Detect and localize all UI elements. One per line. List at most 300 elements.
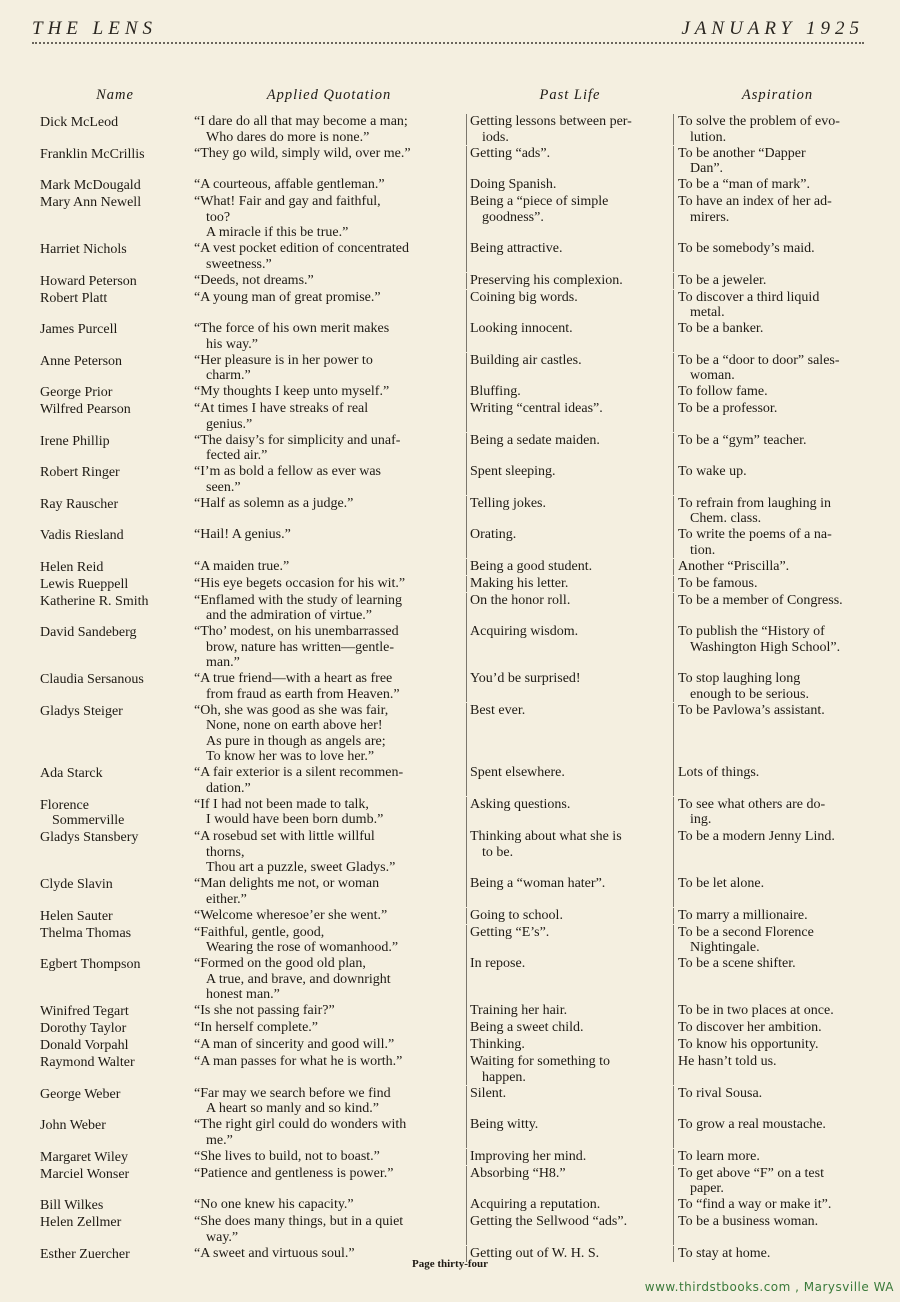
cell-quote	[190, 321, 466, 352]
cell-name	[40, 1086, 190, 1117]
cell-line: “A true friend—with a heart as free	[194, 671, 393, 686]
masthead-rule	[32, 42, 864, 44]
cell-aspiration	[673, 353, 878, 384]
table-row	[40, 1197, 878, 1214]
cell-past-life	[466, 1086, 673, 1117]
cell-line: Getting “E’s”.	[470, 924, 550, 940]
cell-line: None, none on earth above her!	[206, 718, 383, 733]
table-row	[40, 496, 878, 527]
cell-line: Building air castles.	[470, 352, 582, 368]
cell-name	[40, 177, 190, 194]
cell-line: Egbert Thompson	[40, 957, 141, 972]
cell-line: Clyde Slavin	[40, 877, 113, 892]
cell-line: Thinking about what she is	[470, 829, 622, 844]
table-row	[40, 1149, 878, 1166]
cell-line: A true, and brave, and downright	[206, 971, 391, 987]
cell-line: To be a scene shifter.	[678, 956, 796, 971]
cell-past-life	[466, 321, 673, 352]
cell-line: On the honor roll.	[470, 592, 571, 608]
cell-line: Anne Peterson	[40, 353, 123, 369]
table-body	[40, 114, 878, 1262]
cell-line: Asking questions.	[470, 796, 571, 812]
cell-quote	[190, 876, 466, 907]
table-row	[40, 671, 878, 702]
cell-line: Esther Zuercher	[40, 1246, 130, 1262]
cell-name	[40, 829, 190, 876]
cell-past-life	[466, 1214, 673, 1245]
cell-line: seen.”	[206, 479, 241, 495]
table-row	[40, 624, 878, 671]
cell-name	[40, 624, 190, 671]
table-row	[40, 464, 878, 495]
cell-line: As pure in though as angels are;	[206, 733, 386, 749]
cell-past-life	[466, 797, 673, 829]
cell-line: “I dare do all that may become a man;	[194, 114, 408, 129]
cell-quote	[190, 703, 466, 765]
cell-aspiration	[673, 1037, 878, 1054]
table-row	[40, 401, 878, 432]
cell-name	[40, 671, 190, 702]
cell-line: Acquiring wisdom.	[470, 624, 579, 639]
cell-name	[40, 527, 190, 558]
cell-line: from fraud as earth from Heaven.”	[206, 686, 400, 702]
cell-line: “Formed on the good old plan,	[194, 956, 366, 971]
cell-line: “Deeds, not dreams.”	[194, 272, 314, 288]
cell-line: Robert Platt	[40, 290, 108, 306]
masthead	[32, 12, 864, 46]
cell-name	[40, 1166, 190, 1197]
cell-line: Spent sleeping.	[470, 464, 556, 479]
cell-line: John Weber	[40, 1118, 106, 1133]
cell-quote	[190, 576, 466, 593]
cell-line: charm.”	[206, 368, 251, 383]
cell-line: To discover a third liquid	[678, 289, 820, 305]
cell-quote	[190, 1166, 466, 1197]
cell-quote	[190, 1003, 466, 1020]
cell-line: man.”	[206, 655, 240, 670]
cell-line: Being a sedate maiden.	[470, 432, 600, 448]
cell-line: paper.	[690, 1181, 724, 1196]
cell-past-life	[466, 273, 673, 290]
cell-line: “What! Fair and gay and faithful,	[194, 194, 381, 209]
cell-line: genius.”	[206, 416, 253, 432]
cell-line: In repose.	[470, 956, 526, 971]
cell-line: To get above “F” on a test	[678, 1165, 824, 1181]
table-row	[40, 273, 878, 290]
cell-past-life	[466, 559, 673, 576]
cell-line: Irene Phillip	[40, 433, 110, 449]
table-row	[40, 194, 878, 241]
cell-aspiration	[673, 433, 878, 464]
cell-name	[40, 956, 190, 1003]
table-row	[40, 527, 878, 558]
cell-quote	[190, 1214, 466, 1245]
table-row	[40, 241, 878, 272]
cell-past-life	[466, 908, 673, 925]
cell-aspiration	[673, 273, 878, 290]
table-row	[40, 559, 878, 576]
cell-quote	[190, 1149, 466, 1166]
cell-line: To solve the problem of evo-	[678, 114, 840, 129]
cell-line: Making his letter.	[470, 575, 569, 591]
cell-quote	[190, 241, 466, 272]
cell-line: brow, nature has written—gentle-	[206, 639, 395, 655]
cell-line: Going to school.	[470, 907, 563, 923]
cell-line: “Tho’ modest, on his unembarrassed	[194, 624, 399, 639]
cell-line: iods.	[482, 129, 509, 145]
cell-line: Howard Peterson	[40, 273, 137, 289]
cell-past-life	[466, 1149, 673, 1166]
table-row	[40, 1117, 878, 1148]
cell-line: Helen Reid	[40, 559, 104, 575]
cell-name	[40, 433, 190, 464]
cell-name	[40, 114, 190, 145]
cell-aspiration	[673, 241, 878, 272]
cell-quote	[190, 496, 466, 527]
cell-past-life	[466, 829, 673, 876]
cell-line: Bill Wilkes	[40, 1198, 104, 1213]
cell-name	[40, 1020, 190, 1037]
cell-quote	[190, 671, 466, 702]
cell-name	[40, 384, 190, 401]
cell-name	[40, 876, 190, 907]
cell-line: way.”	[206, 1229, 239, 1245]
cell-past-life	[466, 401, 673, 432]
cell-quote	[190, 194, 466, 241]
cell-line: ing.	[690, 812, 712, 827]
table-row	[40, 908, 878, 925]
cell-name	[40, 290, 190, 321]
cell-line: Chem. class.	[690, 511, 762, 526]
cell-line: Ray Rauscher	[40, 496, 119, 512]
cell-past-life	[466, 353, 673, 384]
cell-line: Margaret Wiley	[40, 1149, 128, 1165]
cell-aspiration	[673, 1020, 878, 1037]
cell-line: “The right girl could do wonders with	[194, 1117, 407, 1132]
cell-line: To be a member of Congress.	[678, 592, 843, 608]
cell-line: “Is she not passing fair?”	[194, 1003, 335, 1018]
cell-name	[40, 194, 190, 241]
table-row	[40, 433, 878, 464]
cell-line: “Welcome wheresoe’er she went.”	[194, 907, 388, 923]
page-number: Page thirty-four	[411, 1258, 489, 1270]
cell-aspiration	[673, 624, 878, 671]
cell-aspiration	[673, 797, 878, 829]
cell-line: thorns,	[206, 844, 245, 860]
cell-line: “Enflamed with the study of learning	[194, 592, 402, 608]
cell-past-life	[466, 1037, 673, 1054]
cell-name	[40, 576, 190, 593]
cell-line: dation.”	[206, 780, 251, 796]
cell-line: enough to be serious.	[690, 686, 809, 702]
cell-quote	[190, 384, 466, 401]
cell-line: “A fair exterior is a silent recommen-	[194, 765, 404, 780]
cell-name	[40, 321, 190, 352]
cell-name	[40, 1149, 190, 1166]
cell-line: Sommerville	[52, 813, 125, 828]
cell-aspiration	[673, 384, 878, 401]
cell-line: “A vest pocket edition of concentrated	[194, 241, 409, 256]
cell-line: To have an index of her ad-	[678, 194, 832, 209]
cell-quote	[190, 797, 466, 829]
cell-line: Mary Ann Newell	[40, 195, 142, 210]
cell-line: “A courteous, affable gentleman.”	[194, 177, 385, 192]
cell-quote	[190, 1037, 466, 1054]
cell-line: Improving her mind.	[470, 1148, 587, 1164]
cell-line: Preserving his complexion.	[470, 272, 623, 288]
cell-line: Being a good student.	[470, 558, 593, 574]
cell-past-life	[466, 464, 673, 495]
cell-past-life	[466, 384, 673, 401]
table-row	[40, 956, 878, 1003]
table-row	[40, 576, 878, 593]
cell-line: To be a professor.	[678, 401, 778, 416]
cell-aspiration	[673, 114, 878, 145]
cell-past-life	[466, 194, 673, 241]
cell-line: “Hail! A genius.”	[194, 527, 291, 542]
cell-line: Helen Zellmer	[40, 1215, 122, 1230]
cell-line: “In herself complete.”	[194, 1020, 318, 1035]
cell-line: “Faithful, gentle, good,	[194, 924, 325, 940]
cell-line: Mark McDougald	[40, 178, 141, 193]
table-row	[40, 703, 878, 765]
table-row	[40, 1003, 878, 1020]
cell-line: “Far may we search before we find	[194, 1085, 391, 1101]
cell-past-life	[466, 1117, 673, 1148]
cell-line: “A young man of great promise.”	[194, 289, 381, 305]
cell-quote	[190, 956, 466, 1003]
cell-past-life	[466, 593, 673, 624]
cell-quote	[190, 527, 466, 558]
publication-title: THE LENS	[32, 18, 157, 39]
cell-quote	[190, 829, 466, 876]
cell-quote	[190, 624, 466, 671]
cell-line: Bluffing.	[470, 384, 521, 399]
cell-line: Best ever.	[470, 702, 526, 718]
cell-past-life	[466, 527, 673, 558]
cell-line: Thinking.	[470, 1037, 525, 1052]
cell-line: Claudia Sersanous	[40, 672, 144, 687]
cell-line: “A sweet and virtuous soul.”	[194, 1245, 355, 1261]
cell-aspiration	[673, 464, 878, 495]
cell-quote	[190, 273, 466, 290]
cell-line: To be a “man of mark”.	[678, 177, 810, 192]
cell-line: To grow a real moustache.	[678, 1117, 826, 1132]
cell-line: George Prior	[40, 385, 113, 400]
cell-line: You’d be surprised!	[470, 671, 581, 686]
cell-line: To write the poems of a na-	[678, 527, 832, 542]
cell-name	[40, 925, 190, 956]
cell-past-life	[466, 114, 673, 145]
cell-line: To “find a way or make it”.	[678, 1197, 832, 1212]
cell-aspiration	[673, 593, 878, 624]
cell-aspiration	[673, 876, 878, 907]
cell-past-life	[466, 1020, 673, 1037]
cell-aspiration	[673, 527, 878, 558]
table-row	[40, 290, 878, 321]
cell-line: either.”	[206, 891, 247, 907]
cell-line: honest man.”	[206, 987, 280, 1002]
table-row	[40, 114, 878, 145]
cell-line: tion.	[690, 542, 716, 558]
cell-name	[40, 146, 190, 177]
cell-line: Florence	[40, 797, 89, 813]
cell-line: lution.	[690, 129, 727, 145]
cell-name	[40, 401, 190, 432]
cell-line: He hasn’t told us.	[678, 1054, 777, 1069]
cell-quote	[190, 1117, 466, 1148]
cell-line: To be let alone.	[678, 876, 765, 891]
cell-line: To be a “gym” teacher.	[678, 432, 807, 448]
table-row	[40, 876, 878, 907]
cell-name	[40, 273, 190, 290]
cell-line: too?	[206, 209, 231, 225]
cell-name	[40, 496, 190, 527]
cell-name	[40, 559, 190, 576]
table-row	[40, 797, 878, 829]
cell-line: “A man of sincerity and good will.”	[194, 1037, 395, 1052]
cell-line: David Sandeberg	[40, 625, 137, 640]
table-row	[40, 1020, 878, 1037]
table-row	[40, 1166, 878, 1197]
cell-line: Ada Starck	[40, 766, 103, 781]
cell-line: Writing “central ideas”.	[470, 401, 603, 416]
cell-aspiration	[673, 1003, 878, 1020]
cell-line: Harriet Nichols	[40, 242, 127, 257]
cell-line: I would have been born dumb.”	[206, 812, 384, 827]
cell-name	[40, 908, 190, 925]
cell-line: To be famous.	[678, 575, 758, 591]
table-row	[40, 593, 878, 624]
cell-past-life	[466, 496, 673, 527]
cell-quote	[190, 925, 466, 956]
cell-past-life	[466, 876, 673, 907]
cell-aspiration	[673, 1117, 878, 1148]
cell-quote	[190, 401, 466, 432]
cell-past-life	[466, 671, 673, 702]
cell-line: To be a second Florence	[678, 924, 814, 940]
cell-line: To be a modern Jenny Lind.	[678, 829, 835, 844]
cell-aspiration	[673, 765, 878, 796]
cell-line: Being a “woman hater”.	[470, 876, 606, 891]
cell-past-life	[466, 624, 673, 671]
cell-line: Winifred Tegart	[40, 1004, 129, 1019]
cell-line: metal.	[690, 305, 725, 320]
cell-line: Dan”.	[690, 161, 724, 176]
cell-aspiration	[673, 401, 878, 432]
cell-line: fected air.”	[206, 448, 268, 463]
cell-line: A heart so manly and so kind.”	[206, 1101, 380, 1116]
cell-line: “They go wild, simply wild, over me.”	[194, 145, 411, 161]
cell-aspiration	[673, 177, 878, 194]
cell-past-life	[466, 703, 673, 765]
cell-past-life	[466, 146, 673, 177]
cell-line: Another “Priscilla”.	[678, 558, 790, 574]
cell-line: To rival Sousa.	[678, 1085, 763, 1101]
cell-name	[40, 1117, 190, 1148]
cell-line: Dick McLeod	[40, 115, 119, 130]
cell-name	[40, 703, 190, 765]
cell-line: “The daisy’s for simplicity and unaf-	[194, 432, 401, 448]
cell-aspiration	[673, 194, 878, 241]
table-row	[40, 321, 878, 352]
cell-line: Looking innocent.	[470, 321, 573, 336]
cell-past-life	[466, 956, 673, 1003]
cell-quote	[190, 1020, 466, 1037]
cell-line: Training her hair.	[470, 1003, 568, 1018]
cell-past-life	[466, 177, 673, 194]
cell-line: To learn more.	[678, 1148, 760, 1164]
cell-aspiration	[673, 496, 878, 527]
table-row	[40, 765, 878, 796]
cell-line: To wake up.	[678, 464, 747, 479]
cell-line: Nightingale.	[690, 940, 760, 955]
cell-name	[40, 1197, 190, 1214]
cell-aspiration	[673, 559, 878, 576]
cell-name	[40, 797, 190, 829]
cell-line: Being attractive.	[470, 241, 563, 256]
cell-name	[40, 241, 190, 272]
cell-line: Wilfred Pearson	[40, 402, 131, 417]
issue-date: JANUARY 1925	[681, 18, 864, 39]
cell-aspiration	[673, 321, 878, 352]
cell-quote	[190, 908, 466, 925]
cell-line: “A man passes for what he is worth.”	[194, 1054, 403, 1069]
cell-line: me.”	[206, 1132, 233, 1148]
cell-aspiration	[673, 956, 878, 1003]
cell-line: Spent elsewhere.	[470, 765, 565, 780]
cell-quote	[190, 433, 466, 464]
cell-line: Being a “piece of simple	[470, 194, 609, 209]
cell-line: Orating.	[470, 527, 517, 542]
header-aspiration: Aspiration	[741, 87, 814, 103]
cell-line: “Her pleasure is in her power to	[194, 352, 373, 368]
cell-line: Absorbing “H8.”	[470, 1165, 566, 1181]
cell-line: “Half as solemn as a judge.”	[194, 495, 354, 511]
cell-line: To be a business woman.	[678, 1214, 819, 1229]
cell-name	[40, 1214, 190, 1245]
cell-aspiration	[673, 925, 878, 956]
cell-quote	[190, 177, 466, 194]
cell-line: To be a banker.	[678, 321, 764, 336]
cell-line: Being witty.	[470, 1117, 539, 1132]
cell-name	[40, 593, 190, 624]
cell-line: A miracle if this be true.”	[206, 225, 349, 240]
cell-line: his way.”	[206, 336, 258, 352]
cell-line: Getting out of W. H. S.	[470, 1245, 600, 1261]
table-header	[40, 84, 878, 114]
cell-aspiration	[673, 1166, 878, 1197]
cell-line: To be a “door to door” sales-	[678, 352, 840, 368]
cell-line: “Oh, she was good as she was fair,	[194, 702, 389, 718]
cell-name	[40, 1003, 190, 1020]
cell-line: happen.	[482, 1069, 526, 1085]
cell-line: Thou art a puzzle, sweet Gladys.”	[206, 860, 396, 875]
cell-line: To publish the “History of	[678, 624, 825, 639]
cell-line: to be.	[482, 844, 514, 860]
table-row	[40, 1037, 878, 1054]
table-row	[40, 384, 878, 401]
cell-past-life	[466, 1166, 673, 1197]
cell-line: “My thoughts I keep unto myself.”	[194, 384, 390, 399]
cell-line: To be a jeweler.	[678, 272, 767, 288]
cell-line: Lewis Rueppell	[40, 576, 129, 592]
cell-line: To stop laughing long	[678, 671, 801, 686]
cell-line: To follow fame.	[678, 384, 768, 399]
cell-aspiration	[673, 1197, 878, 1214]
cell-line: To be Pavlowa’s assistant.	[678, 702, 825, 718]
cell-past-life	[466, 241, 673, 272]
